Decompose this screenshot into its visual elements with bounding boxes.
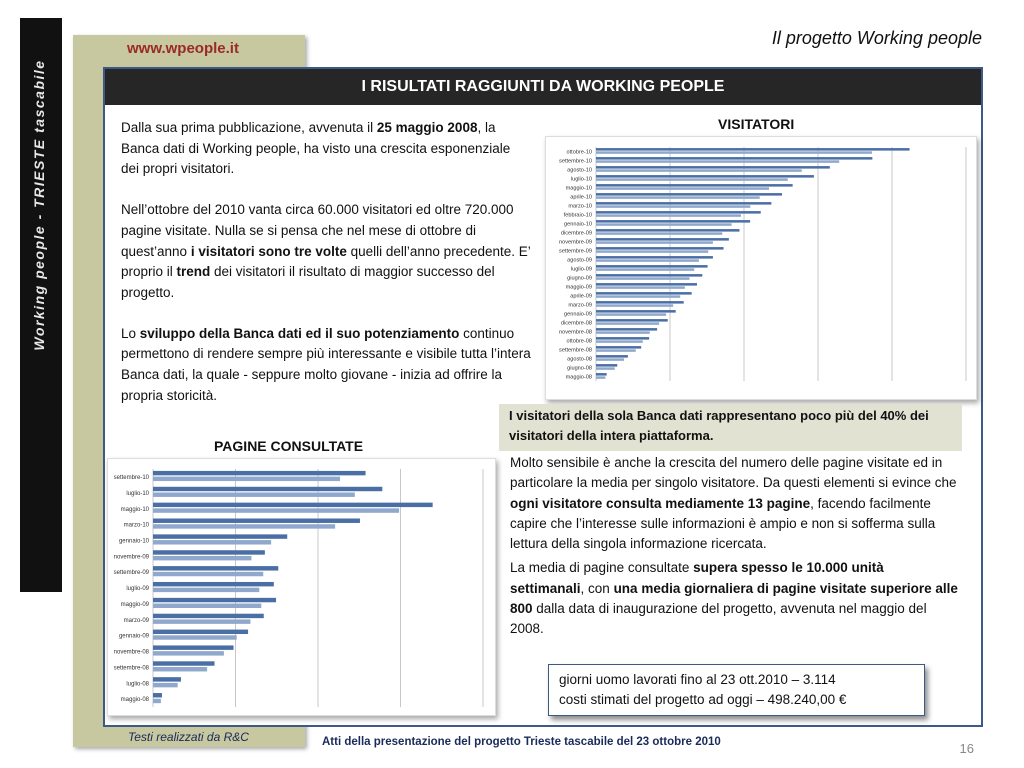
pages-bar (153, 487, 382, 491)
visitors-bar (596, 187, 769, 190)
pages-bar (153, 635, 237, 639)
visitors-bar (596, 346, 641, 349)
visitors-tick-label: dicembre-09 (560, 230, 592, 237)
pages-bar (153, 661, 215, 665)
visitors-bar (596, 274, 702, 277)
visitors-bar (596, 202, 771, 205)
visitors-bar (596, 250, 708, 253)
pages-tick-label: luglio-09 (126, 586, 149, 593)
pages-tick-label: marzo-09 (123, 617, 149, 624)
visitors-tick-label: giugno-08 (567, 365, 592, 372)
visitors-bar (596, 340, 643, 343)
visitors-bar (596, 322, 659, 325)
visitors-bar (596, 367, 615, 370)
visitors-tick-label: maggio-08 (565, 374, 592, 381)
visitors-tick-label: settembre-09 (559, 248, 592, 255)
visitors-bar (596, 295, 680, 298)
pages-bar (153, 524, 335, 528)
pages-bar (153, 471, 366, 475)
visitors-tick-label: giugno-09 (567, 275, 592, 282)
chart-title-visitatori: VISITATORI (718, 116, 795, 132)
page-title: Il progetto Working people (771, 28, 982, 48)
visitors-bar (596, 178, 788, 181)
visitors-tick-label: gennaio-09 (564, 311, 592, 318)
visitors-tick-label: luglio-10 (570, 176, 592, 183)
pages-bar (153, 693, 162, 697)
pages-tick-label: settembre-08 (113, 665, 149, 672)
visitors-bar (596, 364, 617, 367)
visitors-tick-label: aprile-09 (570, 293, 592, 300)
visitors-bar (596, 148, 910, 151)
pages-bar (153, 677, 181, 681)
pages-bar (153, 630, 248, 634)
pages-bar (153, 503, 433, 507)
pages-bar (153, 699, 161, 703)
pages-bar (153, 588, 259, 592)
visitors-tick-label: ottobre-10 (566, 149, 592, 156)
pages-bar (153, 614, 264, 618)
visitors-tick-label: settembre-10 (559, 158, 592, 165)
pages-bar (153, 508, 399, 512)
pages-bar (153, 534, 287, 538)
visitors-bar (596, 283, 697, 286)
visitors-bar (596, 166, 830, 169)
visitors-bar (596, 223, 732, 226)
right-paragraph-2: La media di pagine consultate supera spesso le 10.000 unità settimanali, con una media giornaliera di pagine visitate superiore alle 800 dalla data di inaugurazione del progetto, avvenuta nel maggio del 2008. (510, 560, 958, 637)
visitors-bar (596, 304, 673, 307)
pages-tick-label: maggio-10 (120, 506, 149, 513)
visitors-bar (596, 220, 750, 223)
visitors-tick-label: luglio-09 (570, 266, 592, 273)
visitors-bar (596, 256, 713, 259)
pages-bar (153, 540, 271, 544)
pages-bar (153, 566, 278, 570)
visitors-bar (596, 355, 628, 358)
visitors-bar (596, 310, 676, 313)
chart-visitatori (545, 136, 977, 400)
visitors-bar (596, 169, 802, 172)
stats-box (548, 664, 925, 716)
visitors-bar (596, 232, 722, 235)
website-link[interactable]: www.wpeople.it (127, 40, 239, 57)
paragraph-1: Dalla sua prima pubblicazione, avvenuta il 25 maggio 2008, la Banca dati di Working people, ha visto una crescita esponenziale dei propri visitatori. (121, 120, 511, 177)
pages-bar (153, 598, 276, 602)
visitors-tick-label: maggio-09 (565, 284, 592, 291)
visitors-bar (596, 214, 741, 217)
visitors-tick-label: novembre-09 (559, 239, 592, 246)
pages-tick-label: novembre-09 (113, 554, 149, 561)
paragraph-3: Lo sviluppo della Banca dati ed il suo potenziamento continuo permettono di rendere sempre più interessante e visibile tutta l’intera Banca dati, la quale - seppure molto giovane - inizia ad offrire la propria storicità. (121, 325, 531, 403)
pages-bar (153, 477, 340, 481)
pages-bar (153, 604, 261, 608)
visitors-bar (596, 265, 708, 268)
pages-tick-label: luglio-10 (126, 490, 149, 497)
stats-line-1: giorni uomo lavorati fino al 23 ott.2010 – 3.114 (559, 672, 836, 687)
left-text-block (121, 118, 531, 426)
pages-bar (153, 683, 178, 687)
visitors-bar (596, 277, 690, 280)
footer-text: Atti della presentazione del progetto Trieste tascabile del 23 ottobre 2010 (322, 736, 721, 748)
visitors-bar (596, 193, 782, 196)
visitors-tick-label: agosto-08 (567, 356, 592, 363)
visitors-bar (596, 301, 684, 304)
visitors-bar (596, 259, 699, 262)
pages-bar (153, 556, 251, 560)
stats-line-2: costi stimati del progetto ad oggi – 498.240,00 € (559, 692, 847, 707)
visitors-tick-label: novembre-08 (559, 329, 592, 336)
credits-text: Testi realizzati da R&C (128, 730, 249, 744)
section-header: I RISULTATI RAGGIUNTI DA WORKING PEOPLE (105, 69, 981, 105)
pages-bar (153, 572, 263, 576)
visitors-bar (596, 238, 729, 241)
visitors-bar (596, 247, 724, 250)
pages-bar (153, 651, 224, 655)
visitors-bar (596, 229, 739, 232)
sidebar-title: Working people - TRIESTE tascabile (31, 59, 47, 351)
pages-bar (153, 519, 360, 523)
pages-tick-label: maggio-08 (120, 697, 149, 704)
visitors-bar (596, 157, 872, 160)
pages-tick-label: maggio-09 (120, 601, 149, 608)
visitors-bar (596, 211, 761, 214)
visitors-bar (596, 205, 750, 208)
visitors-tick-label: marzo-10 (568, 203, 592, 210)
pages-tick-label: marzo-10 (123, 522, 149, 529)
visitors-bar (596, 358, 624, 361)
pages-tick-label: gennaio-09 (118, 633, 149, 640)
visitors-bar (596, 196, 760, 199)
chart-pagine (107, 458, 496, 716)
visitors-tick-label: agosto-10 (567, 167, 592, 174)
visitors-tick-label: marzo-09 (568, 302, 592, 309)
pages-bar (153, 619, 250, 623)
pages-tick-label: luglio-08 (126, 681, 149, 688)
visitors-bar (596, 151, 872, 154)
pages-bar (153, 645, 234, 649)
chart-title-pagine: PAGINE CONSULTATE (214, 438, 364, 454)
pages-tick-label: settembre-10 (113, 475, 149, 482)
visitors-tick-label: gennaio-10 (564, 221, 592, 228)
visitors-bar (596, 373, 607, 376)
paragraph-2: Nell’ottobre del 2010 vanta circa 60.000 visitatori ed oltre 720.000 pagine visitate. Nulla se si pensa che nel mese di ottobre di quest’anno i visitatori sono tre volte quelli dell’anno precedente. E’ proprio il trend dei visitatori il risultato di maggior successo del progetto. (121, 202, 531, 300)
visitors-bar (596, 349, 636, 352)
pages-tick-label: settembre-09 (113, 570, 149, 577)
visitors-bar (596, 337, 649, 340)
pages-bar (153, 492, 355, 496)
visitors-bar (596, 331, 650, 334)
visitors-tick-label: febbraio-10 (563, 212, 592, 219)
visitors-tick-label: agosto-09 (567, 257, 592, 264)
visitors-bar (596, 160, 839, 163)
visitors-tick-label: dicembre-08 (560, 320, 592, 327)
pages-bar (153, 582, 274, 586)
right-paragraph-1: Molto sensibile è anche la crescita del numero delle pagine visitate ed in particolare la media per singolo visitatore. Da questi elementi si evince che ogni visitatore consulta mediamente 13 pagine, facendo facilmente capire che l’interesse sulle informazioni è ampio e non si sofferma sulla lettura della singola informazione ricercata. (510, 455, 957, 552)
visitors-tick-label: ottobre-08 (566, 338, 592, 345)
chart-visitatori-svg (546, 137, 976, 399)
pages-tick-label: gennaio-10 (118, 538, 149, 545)
page-number: 16 (959, 741, 974, 756)
visitors-bar (596, 376, 605, 379)
visitors-bar (596, 328, 657, 331)
pages-tick-label: novembre-08 (113, 649, 149, 656)
visitors-bar (596, 241, 713, 244)
visitors-bar (596, 184, 793, 187)
visitors-bar (596, 313, 666, 316)
visitors-tick-label: settembre-08 (559, 347, 592, 354)
visitors-tick-label: aprile-10 (570, 194, 592, 201)
chart-pagine-svg (108, 459, 495, 715)
visitors-tick-label: maggio-10 (565, 185, 592, 192)
pages-bar (153, 667, 207, 671)
visitors-bar (596, 268, 694, 271)
visitors-bar (596, 292, 692, 295)
pages-bar (153, 550, 265, 554)
visitors-bar (596, 175, 814, 178)
right-text-block (510, 453, 960, 644)
visitors-bar (596, 319, 668, 322)
highlight-box: I visitatori della sola Banca dati rappresentano poco più del 40% dei visitatori della intera piattaforma. (499, 404, 962, 451)
visitors-bar (596, 286, 685, 289)
